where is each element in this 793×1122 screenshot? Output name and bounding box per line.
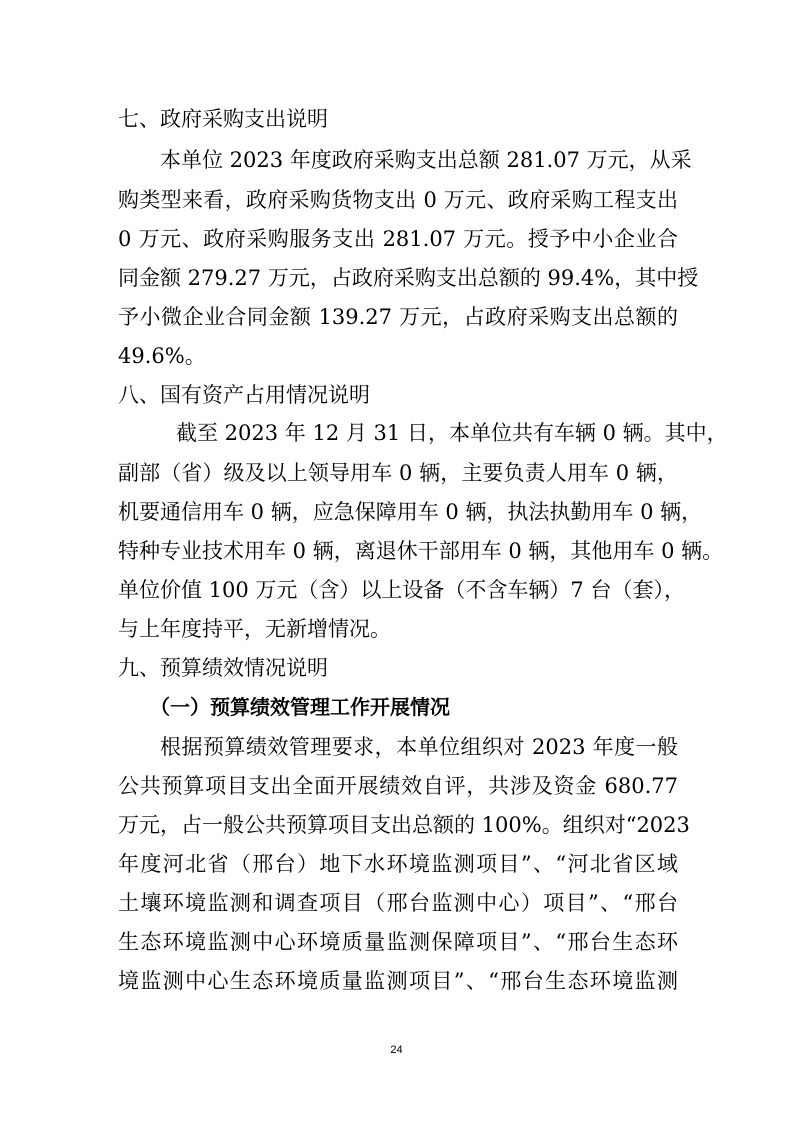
section-8-line-2: 副部（省）级及以上领导用车 0 辆，主要负责人用车 0 辆， [118, 461, 678, 485]
page-number: 24 [390, 1044, 403, 1056]
section-8-line-3: 机要通信用车 0 辆，应急保障用车 0 辆，执法执勤用车 0 辆， [118, 500, 703, 524]
section-8-heading: 八、国有资产占用情况说明 [118, 383, 370, 407]
section-7-line-1: 本单位 2023 年度政府采购支出总额 281.07 万元，从采 [160, 148, 692, 172]
section-9-line-5: 土壤环境监测和调查项目（邢台监测中心）项目”、“邢台 [118, 891, 678, 915]
section-7-heading: 七、政府采购支出说明 [118, 107, 328, 131]
section-8-line-6: 与上年度持平，无新增情况。 [118, 617, 391, 641]
section-9-line-2: 公共预算项目支出全面开展绩效自评，共涉及资金 680.77 [118, 774, 678, 798]
section-8-line-5: 单位价值 100 万元（含）以上设备（不含车辆）7 台（套）， [118, 578, 685, 602]
section-7-line-4: 同金额 279.27 万元，占政府采购支出总额的 99.4%，其中授 [118, 266, 699, 290]
section-7-line-6: 49.6%。 [118, 344, 206, 368]
section-9-line-7: 境监测中心生态环境质量监测项目”、“邢台生态环境监测 [118, 969, 678, 993]
section-8-line-1: 截至 2023 年 12 月 31 日，本单位共有车辆 0 辆。其中， [176, 421, 728, 445]
section-7-line-5: 予小微企业合同金额 139.27 万元，占政府采购支出总额的 [118, 305, 678, 329]
section-7-line-2: 购类型来看，政府采购货物支出 0 万元、政府采购工程支出 [118, 188, 678, 212]
section-9-line-6: 生态环境监测中心环境质量监测保障项目”、“邢台生态环 [118, 930, 678, 954]
section-9-line-1: 根据预算绩效管理要求，本单位组织对 2023 年度一般 [160, 735, 678, 759]
section-8-line-4: 特种专业技术用车 0 辆，离退休干部用车 0 辆，其他用车 0 辆。 [118, 539, 724, 563]
section-9-line-4: 年度河北省（邢台）地下水环境监测项目”、“河北省区域 [118, 852, 678, 876]
section-9-line-3: 万元，占一般公共预算项目支出总额的 100%。组织对“2023 [118, 813, 690, 837]
section-7-line-3: 0 万元、政府采购服务支出 281.07 万元。授予中小企业合 [118, 227, 678, 251]
section-9-subheading: （一）预算绩效管理工作开展情况 [150, 695, 450, 719]
section-9-heading: 九、预算绩效情况说明 [118, 656, 328, 680]
